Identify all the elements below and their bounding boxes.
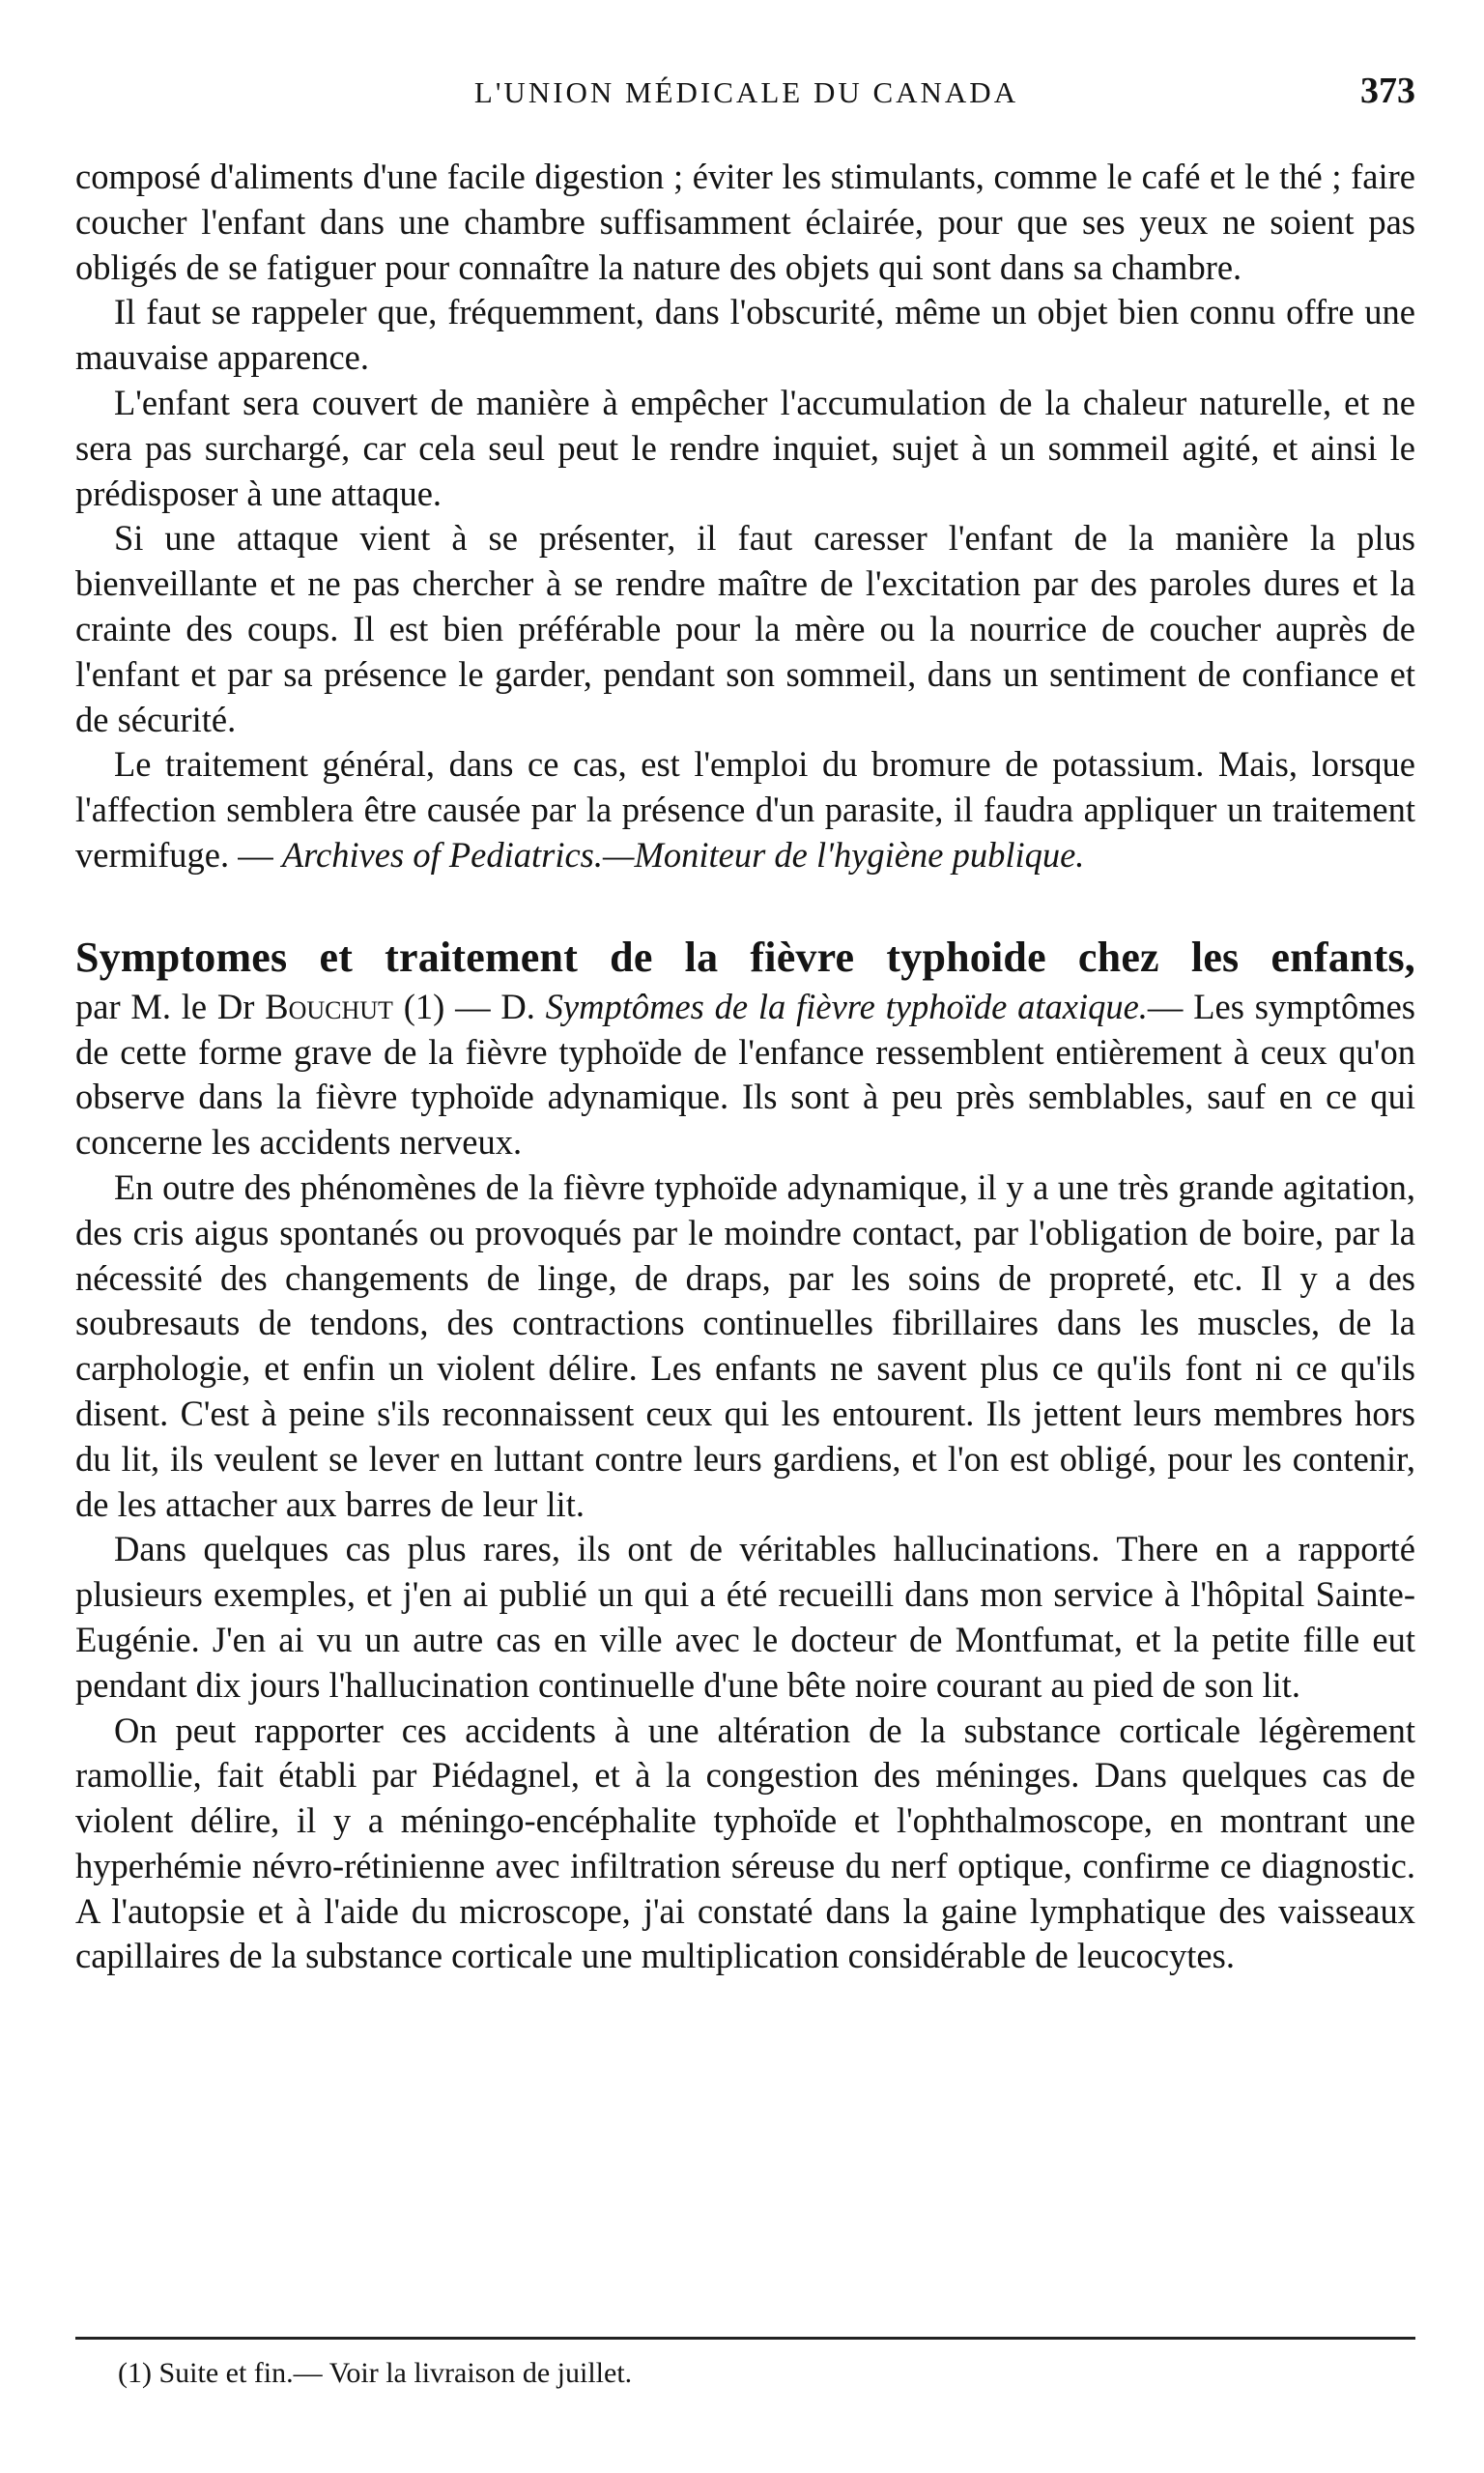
- running-title: L'UNION MÉDICALE DU CANADA: [473, 75, 1019, 109]
- paragraph: Si une attaque vient à se présenter, il faut caresser l'enfant de la manière la plus bienveillante et ne pas chercher à se rendre maître de l'excitation par des paroles dures et la crainte des coups. Il est bien préférable pour la mère ou la nourrice de coucher auprès de l'enfant et par sa présence le garder, pendant son sommeil, dans un sentiment de confiance et de sécurité.: [75, 518, 1415, 739]
- section-byline: [75, 985, 1415, 1165]
- section-subtitle: Symptômes de la fièvre typhoïde ataxique.: [545, 986, 1148, 1026]
- paragraph: On peut rapporter ces accidents à une altération de la substance corticale légèrement ramollie, fait établi par Piédagnel, et à la congestion des méninges. Dans quelques cas de violent délire, il y a méningo-encéphalite typhoïde et l'ophthalmoscope, en montrant une hyperhémie névro-rétinienne avec infiltration séreuse du nerf optique, confirme ce diagnostic. A l'autopsie et à l'aide du microscope, j'ai constaté dans la gaine lymphatique des vaisseaux capillaires de la substance corticale une multiplication considérable de leucocytes.: [75, 1710, 1415, 1976]
- page-number: 373: [1360, 71, 1415, 111]
- byline-prefix: par M. le Dr: [75, 986, 266, 1026]
- paragraph: L'enfant sera couvert de manière à empêcher l'accumulation de la chaleur naturelle, et ne sera pas surchargé, car cela seul peut le rendre inquiet, sujet à un sommeil agité, et ainsi le prédisposer à une attaque.: [75, 382, 1415, 513]
- paragraph-text: Le traitement général, dans ce cas, est l'emploi du bromure de potassium. Mais, lorsque l'affection semblera être causée par la présence d'un parasite, il faudra appliquer un traitement vermifuge. —: [75, 744, 1415, 875]
- footnote-rule: [75, 2337, 1415, 2340]
- paragraph: Il faut se rappeler que, fréquemment, dans l'obscurité, même un objet bien connu offre une mauvaise apparence.: [75, 292, 1415, 378]
- footnote-marker: (1) — D.: [392, 986, 546, 1026]
- section-title: Symptomes et traitement de la fièvre typhoide chez les enfants,: [75, 933, 1415, 981]
- subtitle-dash: —: [1147, 986, 1184, 1026]
- source-citation: Archives of Pediatrics.—Moniteur de l'hygiène publique.: [281, 834, 1085, 875]
- paragraph: composé d'aliments d'une facile digestion ; éviter les stimulants, comme le café et le thé ; faire coucher l'enfant dans une chambre suffisamment éclairée, pour que ses yeux ne soient pas obligés de se fatiguer pour connaître la nature des objets qui sont dans sa chambre.: [75, 157, 1415, 287]
- paragraph: [75, 742, 1415, 877]
- footnote: (1) Suite et fin.— Voir la livraison de juillet.: [118, 2357, 633, 2389]
- paragraph: En outre des phénomènes de la fièvre typhoïde adynamique, il y a une très grande agitation, des cris aigus spontanés ou provoqués par le moindre contact, par l'obligation de boire, par la nécessité des changements de linge, de draps, par les soins de propreté, etc. Il y a des soubresauts de tendons, des contractions continuelles fibrillaires dans les muscles, de la carphologie, et enfin un violent délire. Les enfants ne savent plus ce qu'ils font ni ce qu'ils disent. C'est à peine s'ils reconnaissent ceux qui les entourent. Ils jettent leurs membres hors du lit, ils veulent se lever en luttant contre leurs gardiens, et l'on est obligé, pour les contenir, de les attacher aux barres de leur lit.: [75, 1166, 1415, 1524]
- article-body: [75, 155, 1415, 1979]
- paragraph-text: Les symptômes de cette forme grave de la fièvre typhoïde de l'enfance ressemblent entièrement à ceux qu'on observe dans la fièvre typhoïde adynamique. Ils sont à peu près semblables, sauf en ce qui concerne les accidents nerveux.: [75, 986, 1415, 1163]
- author-name: Bouchut: [265, 986, 393, 1026]
- paragraph: Dans quelques cas plus rares, ils ont de véritables hallucinations. There en a rapporté plusieurs exemples, et j'en ai publié un qui a été recueilli dans mon service à l'hôpital Sainte-Eugénie. J'en ai vu un autre cas en ville avec le docteur de Montfumat, et la petite fille eut pendant dix jours l'hallucination continuelle d'une bête noire courant au pied de son lit.: [75, 1529, 1415, 1705]
- running-header: [77, 68, 1415, 126]
